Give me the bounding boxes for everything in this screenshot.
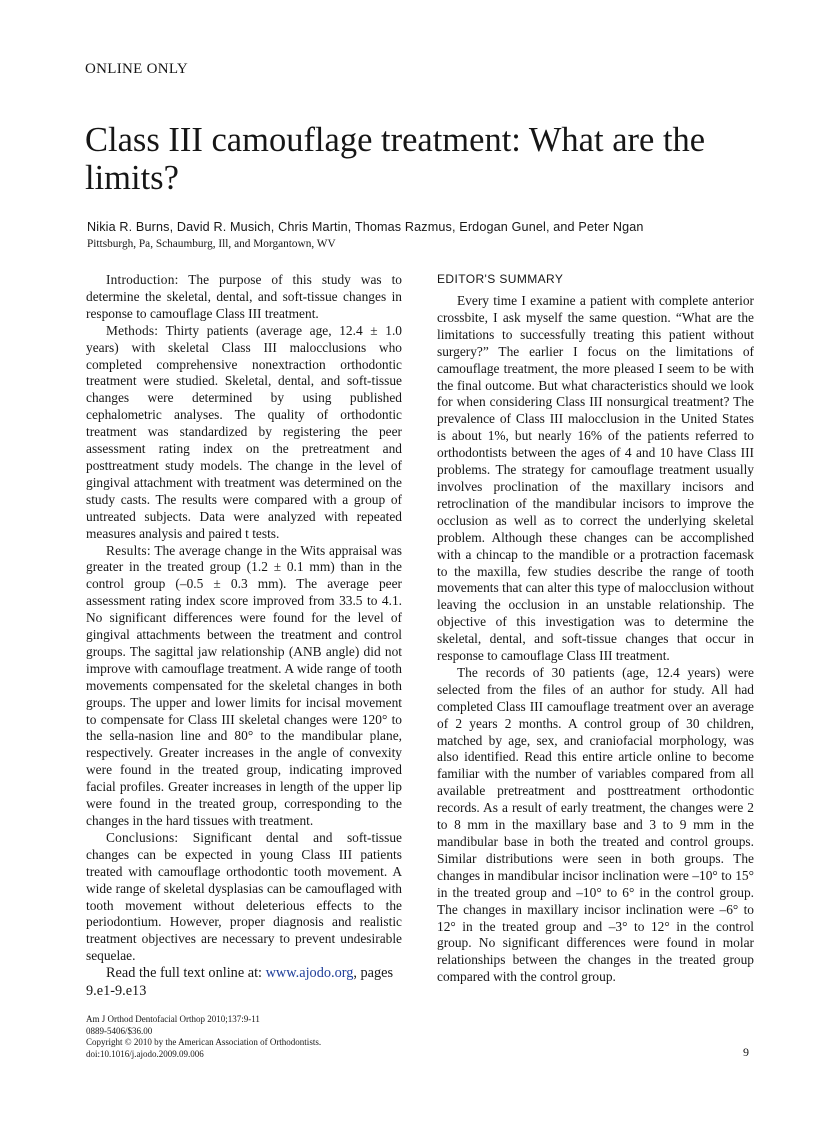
- citation: Am J Orthod Dentofacial Orthop 2010;137:9-11: [86, 1014, 260, 1025]
- section-label: ONLINE ONLY: [85, 61, 189, 77]
- editors-summary-paragraph-1: Every time I examine a patient with complete anterior crossbite, I ask myself the same question. “What are the limitations to successfully treating this patient without surgery?” The earlier I focus on the limitations of camouflage treatment, the more pleased I seem to be with the final outcome. But what characteristics should we look for when considering Class III nonsurgical treatment? The prevalence of Class III malocclusion in the United States is about 1%, but nearly 16% of the patients referred to orthodontists between the ages of 4 and 10 have Class III problems. The strategy for camouflage treatment usually involves proclination of the maxillary incisors and retroclination of the mandibular incisors to improve the occlusion as well as to correct the underlying skeletal problem. Although these changes can be accomplished with a chincap to the mandible or a protraction facemask to the maxilla, few studies describe the range of tooth movements that can alter this type of malocclusion without leaving the occlusion in an unstable relationship. The objective of this investigation was to determine the skeletal, dental, and soft-tissue changes that occur in response to camouflage Class III treatment.: [437, 293, 754, 664]
- journal-link[interactable]: www.ajodo.org: [265, 965, 354, 982]
- page-number: 9: [743, 1045, 749, 1059]
- article-title: Class III camouflage treatment: What are the limits?: [85, 121, 706, 197]
- editors-summary-paragraph-2: The records of 30 patients (age, 12.4 years) were selected from the files of an author for study. All had completed Class III camouflage treatment over an average of 2 years 2 months. A control group of 30 children, matched by age, sex, and craniofacial morphology, was also identified. Read this entire article online to become familiar with the number of variables compared from all available pretreatment and posttreatment orthodontic records. As a result of early treatment, the changes were 2 to 8 mm in the maxillary base and 3 to 9 mm in the mandibular base in both the treated and control groups. Similar distributions were seen in both groups. The changes in mandibular incisor inclination were –10° to 15° in the treated group and –10° to 6° in the control group. The changes in maxillary incisor inclination were –6° to 12° in the treated group and –3° to 12° in the control group. No significant differences were found in molar relationships between the changes in the treated group compared with the control group.: [437, 664, 754, 985]
- abstract-column: [86, 272, 402, 1061]
- editors-summary-column: [437, 272, 754, 986]
- doi: doi:10.1016/j.ajodo.2009.09.006: [86, 1048, 204, 1059]
- methods-label: Methods:: [106, 322, 159, 338]
- conclusions-text: Significant dental and soft-tissue changes can be expected in young Class III patients treated with camouflage orthodontic tooth movement. A wide range of skeletal dysplasias can be camouflaged with tooth movement without deleterious effects to the periodontium. However, proper diagnosis and realistic treatment objectives are necessary to prevent undesirable sequelae.: [86, 829, 402, 964]
- publication-info: [86, 1014, 402, 1060]
- conclusions-label: Conclusions:: [106, 829, 179, 845]
- author-list: Nikia R. Burns, David R. Musich, Chris Martin, Thomas Razmus, Erdogan Gunel, and Peter Ngan: [87, 220, 644, 234]
- copyright: Copyright © 2010 by the American Association of Orthodontists.: [86, 1037, 322, 1048]
- author-locations: Pittsburgh, Pa, Schaumburg, Ill, and Morgantown, WV: [87, 238, 336, 250]
- abstract-methods: [86, 323, 402, 543]
- results-text: The average change in the Wits appraisal was greater in the treated group (1.2 ± 0.1 mm) than in the control group (–0.5 ± 0.3 mm). The average peer assessment rating index score improved from 33.5 to 4.1. No significant differences were found for the level of gingival attachments between the treatment and control groups. The sagittal jaw relationship (ANB angle) did not improve with camouflage treatment. A wide range of tooth movements compensated for the skeletal changes in both groups. The upper and lower limits for incisal movement to compensate for Class III skeletal changes were 120° to the sella-nasion line and 80° to the mandibular plane, respectively. Greater increases in the angle of convexity were found in the treated group, indicating improved facial profiles. Greater increases in length of the upper lip were found in the treated group, corresponding to the changes in the hard tissues with treatment.: [86, 542, 402, 828]
- abstract-introduction: [86, 272, 402, 323]
- results-label: Results:: [106, 542, 151, 558]
- abstract-conclusions: [86, 830, 402, 965]
- methods-text: Thirty patients (average age, 12.4 ± 1.0 years) with skeletal Class III malocclusions who completed comprehensive nonextraction orthodontic treatment were studied. Skeletal, dental, and soft-tissue changes were determined by using published cephalometric analyses. The quality of orthodontic treatment was standardized by registering the peer assessment rating index on the pretreatment and posttreatment study models. The change in the level of gingival attachment with treatment was determined on the study casts. The results were compared with a group of untreated subjects. Data were analyzed with repeated measures analysis and paired t tests.: [86, 322, 402, 541]
- read-more-suffix: , pages 9.e1-9.e13: [86, 965, 394, 999]
- introduction-text: The purpose of this study was to determine the skeletal, dental, and soft-tissue changes in response to camouflage Class III treatment.: [86, 272, 403, 321]
- abstract-results: [86, 543, 402, 830]
- read-full-text: [86, 965, 402, 1000]
- editors-summary-heading: EDITOR'S SUMMARY: [437, 272, 564, 286]
- read-more-prefix: Read the full text online at:: [106, 965, 263, 982]
- issn-price: 0889-5406/$36.00: [86, 1025, 153, 1036]
- introduction-label: Introduction:: [106, 272, 179, 287]
